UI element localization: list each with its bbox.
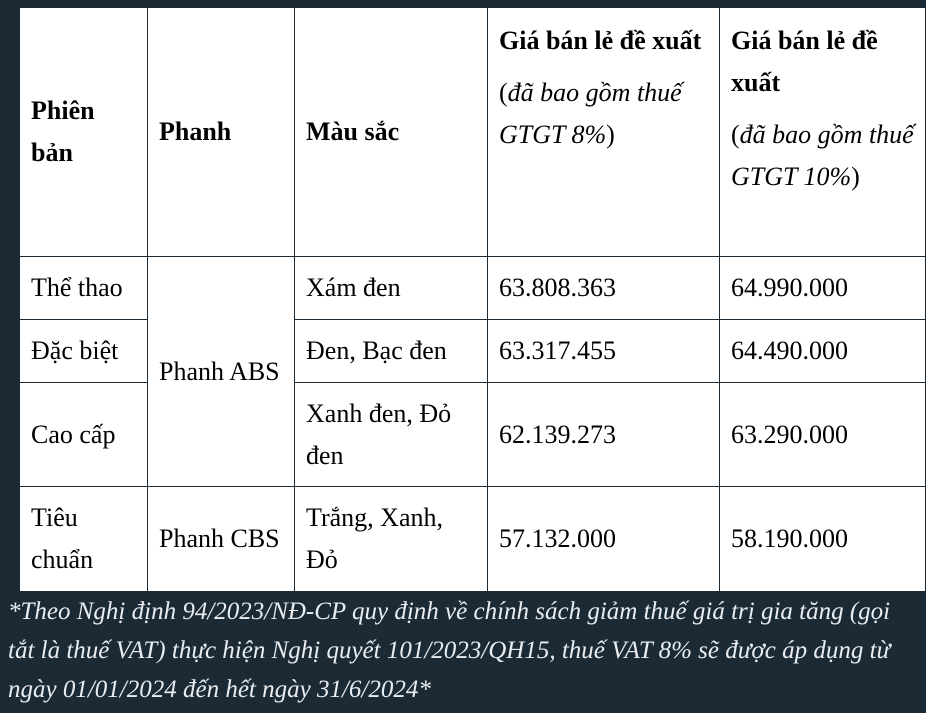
version-cell: Thể thao — [20, 257, 148, 320]
header-price-vat10-note: (đã bao gồm thuế GTGT 10%) — [731, 120, 914, 191]
header-row — [20, 8, 926, 257]
price-vat8-cell: 62.139.273 — [488, 383, 720, 487]
price-vat10-cell: 63.290.000 — [720, 383, 926, 487]
version-cell: Tiêu chuẩn — [20, 487, 148, 592]
color-cell: Xanh đen, Đỏ đen — [295, 383, 488, 487]
header-price-vat8-title: Giá bán lẻ đề xuất — [499, 26, 702, 55]
header-price-vat10 — [720, 8, 926, 257]
header-price-vat8-note: (đã bao gồm thuế GTGT 8%) — [499, 78, 682, 149]
price-table — [19, 7, 926, 592]
color-cell: Xám đen — [295, 257, 488, 320]
price-vat10-cell: 64.990.000 — [720, 257, 926, 320]
table-row — [20, 487, 926, 592]
header-price-vat10-title: Giá bán lẻ đề xuất — [731, 26, 878, 97]
price-table-container — [19, 7, 925, 591]
price-vat8-cell: 63.317.455 — [488, 320, 720, 383]
brake-cell: Phanh CBS — [148, 487, 295, 592]
brake-cell: Phanh ABS — [148, 257, 295, 487]
color-cell: Đen, Bạc đen — [295, 320, 488, 383]
footnote: *Theo Nghị định 94/2023/NĐ-CP quy định về chính sách giảm thuế giá trị gia tăng (gọi tắt là thuế VAT) thực hiện Nghị quyết 101/2023/QH15, thuế VAT 8% sẽ được áp dụng từ ngày 01/01/2024 đến hết ngày 31/6/2024* — [8, 598, 891, 703]
header-price-vat8 — [488, 8, 720, 257]
table-row — [20, 257, 926, 320]
version-cell: Đặc biệt — [20, 320, 148, 383]
header-version: Phiên bản — [20, 8, 148, 257]
header-brake: Phanh — [148, 8, 295, 257]
price-vat8-cell: 57.132.000 — [488, 487, 720, 592]
price-vat10-cell: 58.190.000 — [720, 487, 926, 592]
header-color: Màu sắc — [295, 8, 488, 257]
price-vat10-cell: 64.490.000 — [720, 320, 926, 383]
color-cell: Trắng, Xanh, Đỏ — [295, 487, 488, 592]
version-cell: Cao cấp — [20, 383, 148, 487]
price-vat8-cell: 63.808.363 — [488, 257, 720, 320]
